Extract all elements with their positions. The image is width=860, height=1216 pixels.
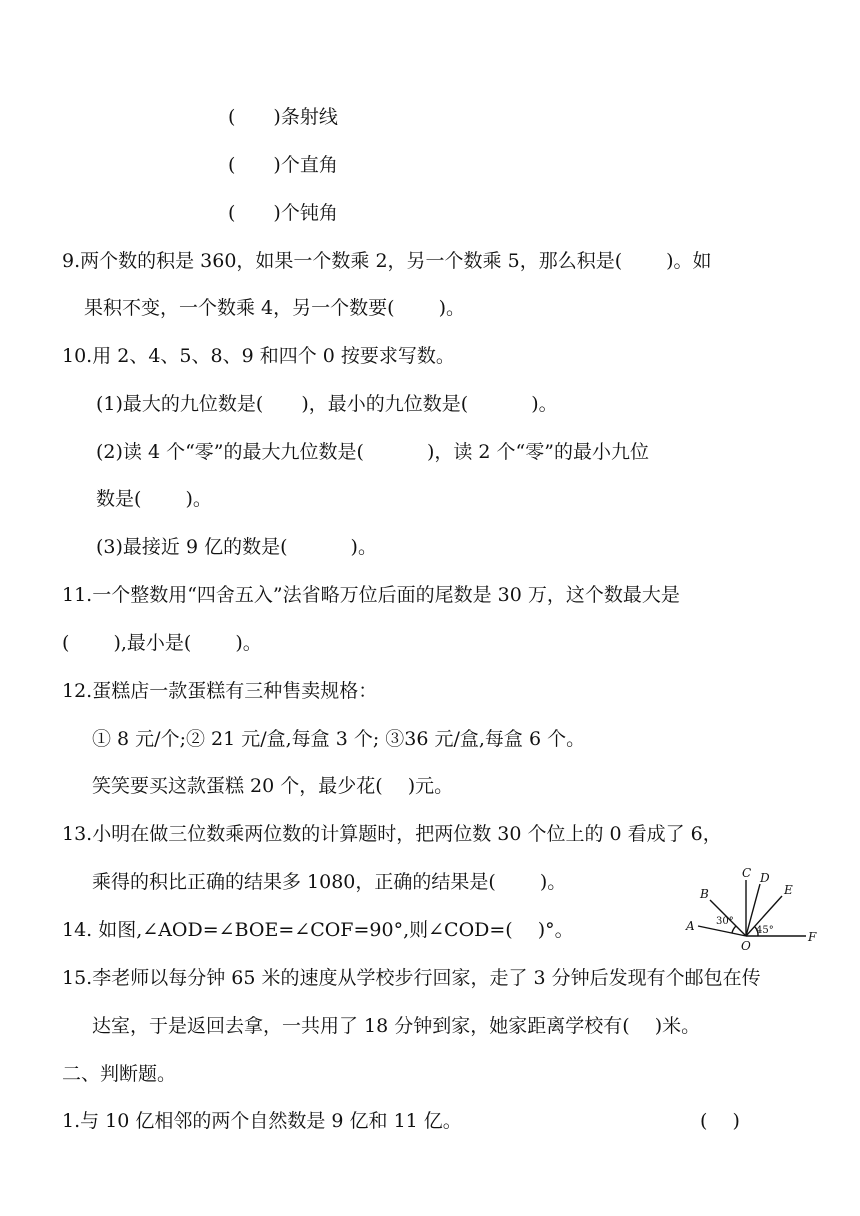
q8-obtuse-angle-blank: ( )个钝角 (228, 202, 338, 224)
arc-30 (732, 926, 736, 933)
q10-part-3: (3)最接近 9 亿的数是( )。 (96, 536, 377, 558)
judge-q1-blank: ( ) (700, 1110, 740, 1132)
q13-line-1: 13.小明在做三位数乘两位数的计算题时，把两位数 30 个位上的 0 看成了 6， (62, 823, 722, 845)
label-o: O (741, 939, 751, 953)
judge-q1-text: 1.与 10 亿相邻的两个自然数是 9 亿和 11 亿。 (62, 1110, 462, 1132)
angle-diagram (684, 864, 824, 954)
label-f: F (808, 930, 817, 944)
q10-part-2-cont: 数是( )。 (96, 488, 212, 510)
label-c: C (742, 866, 752, 880)
q15-line-1: 15.李老师以每分钟 65 米的速度从学校步行回家，走了 3 分钟后发现有个邮包在传 (62, 967, 761, 989)
section-title-judgement: 二、判断题。 (62, 1063, 177, 1085)
q10-part-2: (2)读 4 个“零”的最大九位数是( )，读 2 个“零”的最小九位 (96, 441, 649, 463)
label-a: A (686, 919, 695, 933)
q12-options: ① 8 元/个;② 21 元/盒,每盒 3 个; ③36 元/盒,每盒 6 个。 (92, 728, 586, 750)
label-e: E (784, 883, 793, 897)
angle-label-45: 45° (756, 925, 774, 936)
q15-line-2: 达室，于是返回去拿，一共用了 18 分钟到家，她家距离学校有( )米。 (92, 1015, 701, 1037)
q11-line-1: 11.一个整数用“四舍五入”法省略万位后面的尾数是 30 万，这个数最大是 (62, 584, 680, 606)
q12-title: 12.蛋糕店一款蛋糕有三种售卖规格： (62, 680, 378, 702)
q14-text: 14. 如图,∠AOD=∠BOE=∠COF=90°,则∠COD=( )°。 (62, 919, 574, 941)
q9-line-1: 9.两个数的积是 360，如果一个数乘 2，另一个数乘 5，那么积是( )。如 (62, 250, 712, 272)
ray-oa (698, 926, 746, 936)
q8-rays-blank: ( )条射线 (228, 106, 338, 128)
q10-title: 10.用 2、4、5、8、9 和四个 0 按要求写数。 (62, 345, 455, 367)
label-d: D (760, 871, 770, 885)
label-b: B (700, 887, 709, 901)
q10-part-1: (1)最大的九位数是( )，最小的九位数是( )。 (96, 393, 558, 415)
q13-line-2: 乘得的积比正确的结果多 1080，正确的结果是( )。 (92, 871, 567, 893)
angle-label-30: 30° (716, 916, 734, 927)
q12-question: 笑笑要买这款蛋糕 20 个，最少花( )元。 (92, 775, 454, 797)
q8-right-angle-blank: ( )个直角 (228, 154, 338, 176)
q9-line-2: 果积不变，一个数乘 4，另一个数要( )。 (84, 297, 465, 319)
q11-line-2: ( ),最小是( )。 (62, 632, 262, 654)
